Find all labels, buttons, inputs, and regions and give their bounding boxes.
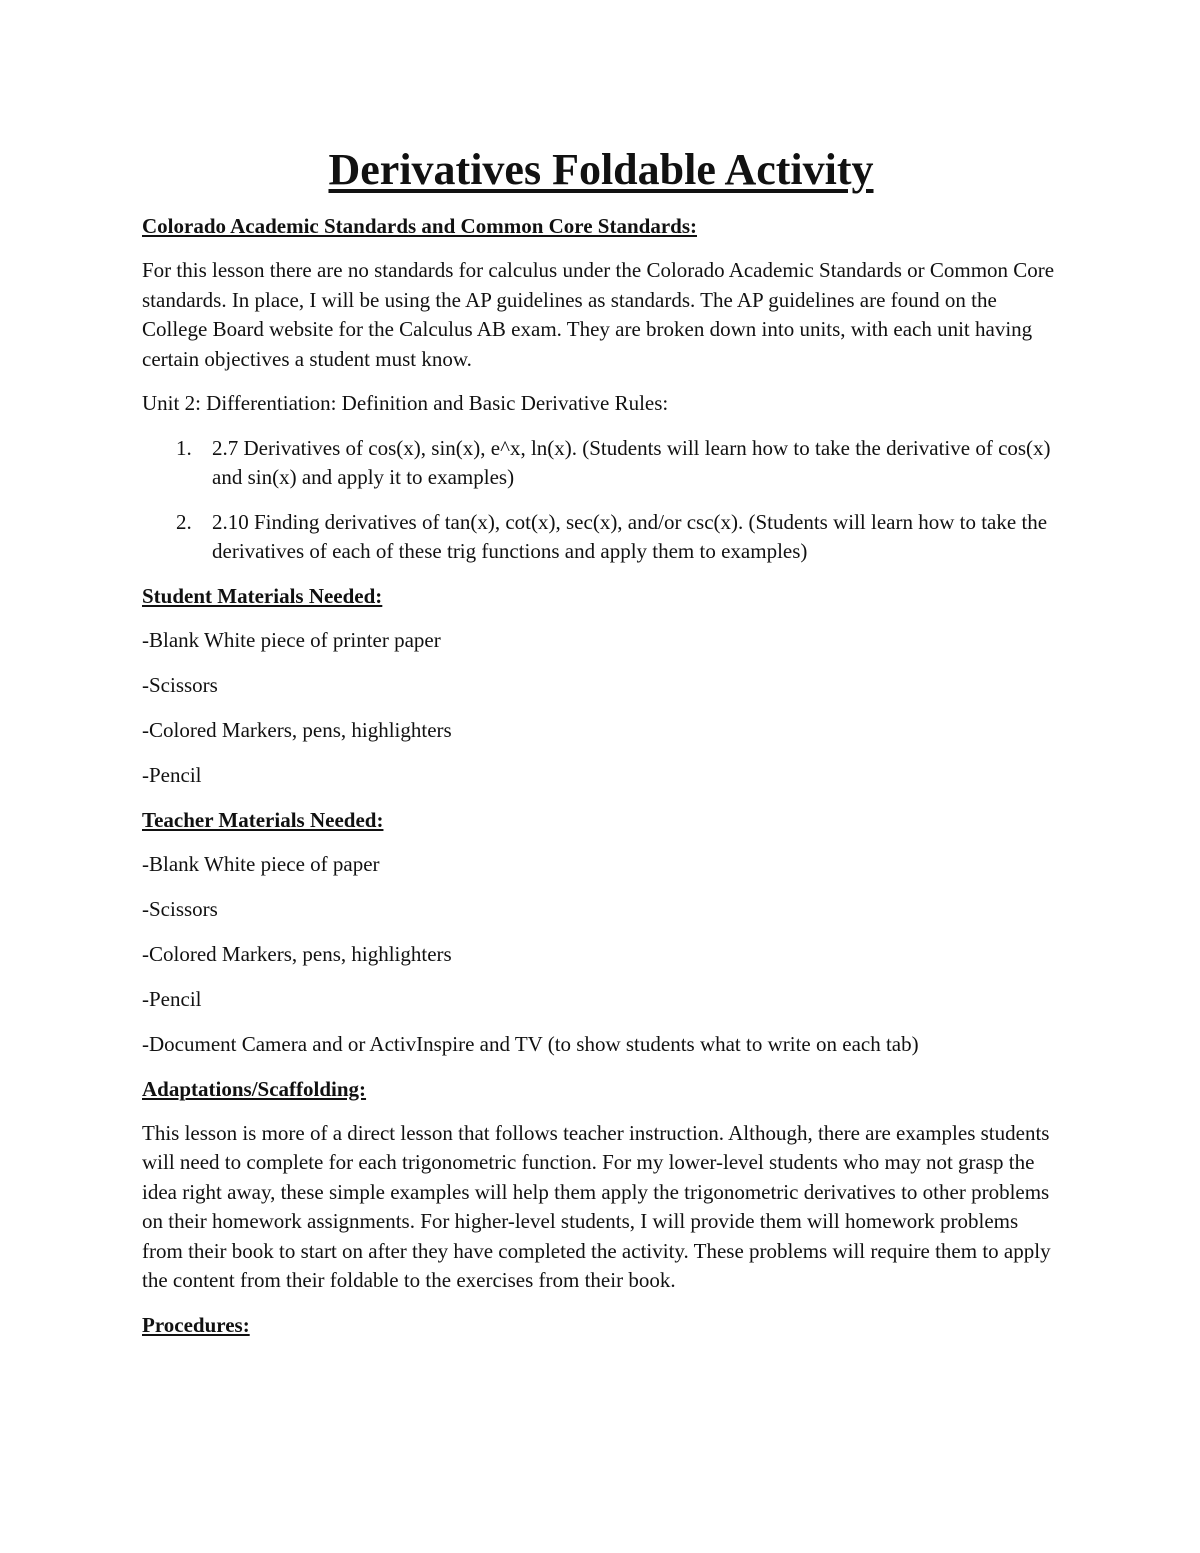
- procedures-heading: Procedures:: [142, 1312, 250, 1337]
- student-material-item: -Blank White piece of printer paper: [142, 627, 441, 652]
- adaptations-heading: Adaptations/Scaffolding:: [142, 1076, 367, 1101]
- teacher-material-item: -Document Camera and or ActivInspire and TV (to show students what to write on each tab): [142, 1031, 919, 1056]
- standards-paragraph: For this lesson there are no standards for calculus under the Colorado Academic Standards or Common Core standards. In place, I will be using the AP guidelines as standards. The AP guidelines are found on the College Board website for the Calculus AB exam. They are broken down into units, with each unit having certain objectives a student must know.: [142, 258, 1055, 371]
- student-materials-heading: Student Materials Needed:: [142, 583, 383, 608]
- student-material-item: -Pencil: [142, 762, 202, 787]
- adaptations-paragraph: This lesson is more of a direct lesson that follows teacher instruction. Although, there are examples students will need to complete for each trigonometric function. For my lower-level students who may not grasp the idea right away, these simple examples will help them apply the trigonometric derivatives to other problems on their homework assignments. For higher-level students, I will provide them will homework problems from their book to start on after they have completed the activity. These problems will require them to apply the content from their foldable to the exercises from their book.: [142, 1120, 1051, 1292]
- list-item: [142, 508, 1060, 567]
- list-text: 2.10 Finding derivatives of tan(x), cot(x), sec(x), and/or csc(x). (Students will learn how to take the derivatives of each of these trig functions and apply them to examples): [212, 509, 1048, 563]
- teacher-material-item: -Pencil: [142, 986, 202, 1011]
- teacher-materials-heading: Teacher Materials Needed:: [142, 807, 384, 832]
- student-material-item: -Scissors: [142, 672, 218, 697]
- teacher-material-item: -Blank White piece of paper: [142, 851, 380, 876]
- list-number: 2.: [176, 509, 192, 534]
- teacher-material-item: -Colored Markers, pens, highlighters: [142, 941, 452, 966]
- list-item: [142, 434, 1060, 493]
- objectives-list: [142, 434, 1060, 567]
- standards-heading: Colorado Academic Standards and Common Core Standards:: [142, 214, 697, 238]
- teacher-material-item: -Scissors: [142, 896, 218, 921]
- list-text: 2.7 Derivatives of cos(x), sin(x), e^x, ln(x). (Students will learn how to take the derivative of cos(x) and sin(x) and apply it to examples): [212, 435, 1051, 489]
- student-material-item: -Colored Markers, pens, highlighters: [142, 717, 452, 742]
- unit-line: Unit 2: Differentiation: Definition and Basic Derivative Rules:: [142, 391, 669, 415]
- list-number: 1.: [176, 435, 192, 460]
- document-title: Derivatives Foldable Activity: [328, 145, 874, 194]
